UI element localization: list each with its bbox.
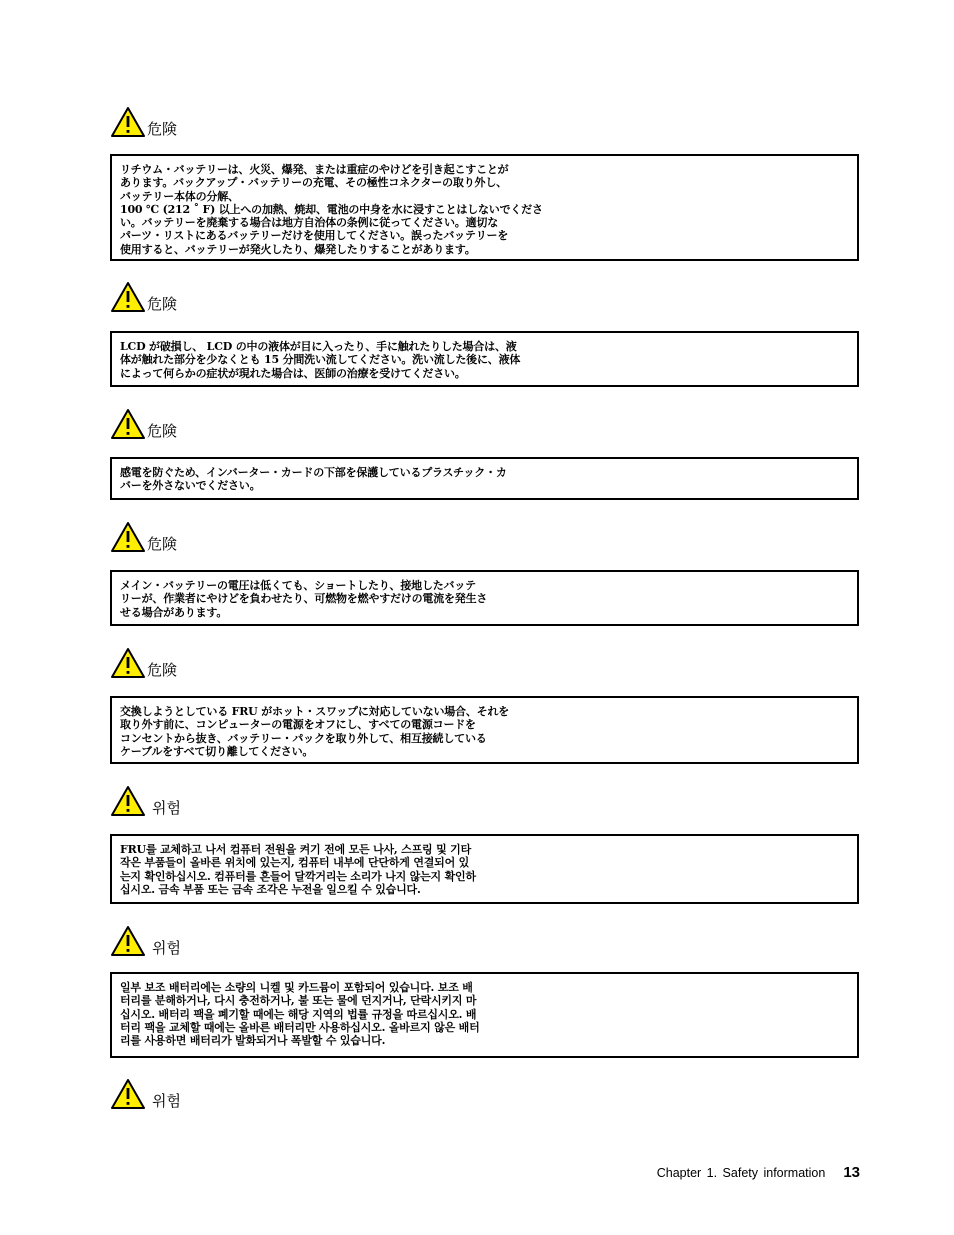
heading-text: 危険 [147,422,178,440]
notice-box [110,154,859,261]
footer-chapter: Chapter 1. Safety information [656,1166,826,1180]
danger-heading [110,102,177,138]
notice-line: によって何らかの症状が現れた場合は、医師の治療を受けてください。 [120,366,466,380]
danger-heading [110,517,177,553]
warning-triangle-icon [110,106,146,138]
danger-heading [110,1074,181,1110]
danger-heading [110,921,181,957]
heading-text: 危険 [147,661,178,679]
warning-triangle-icon [110,408,146,440]
notice-line: 터리 팩을 교체할 때에는 올바른 배터리만 사용하십시오. 올바르지 않은 배터 [120,1020,480,1034]
danger-heading [110,643,177,679]
warning-triangle-icon [110,521,146,553]
notice-line: 取り外す前に、コンピューターの電源をオフにし、すべての電源コードを [120,718,476,732]
heading-text: 위험 [152,939,181,957]
notice-line: リチウム・バッテリーは、火災、爆発、または重症のやけどを引き起こすことが [120,163,509,176]
notice-line: 100 ℃ (212 ˚ F) 以上への加熱、焼却、電池の中身を水に浸すことはしないでくださ [120,202,543,216]
notice-box [110,457,859,500]
heading-text: 危険 [147,535,178,553]
danger-heading [110,277,177,313]
notice-line: パーツ・リストにあるバッテリーだけを使用してください。誤ったバッテリーを [120,229,509,243]
notice-line: リーが、作業者にやけどを負わせたり、可燃物を燃やすだけの電流を発生さ [120,592,488,606]
heading-text: 危険 [147,295,178,313]
notice-line: バーを外さないでください。 [120,479,261,493]
heading-text: 危険 [147,120,178,138]
notice-line: 는지 확인하십시오. 컴퓨터를 흔들어 달깍거리는 소리가 나지 않는지 확인하 [120,869,476,883]
heading-text: 위험 [152,1092,181,1110]
notice-line: 일부 보조 배터리에는 소량의 니켈 및 카드뮴이 포함되어 있습니다. 보조 배 [120,981,473,994]
notice-box [110,834,859,904]
notice-line: LCD が破損し、 LCD の中の液体が目に入ったり、手に触れたりした場合は、液 [120,340,517,353]
danger-heading [110,781,181,817]
warning-triangle-icon [110,281,146,313]
notice-box [110,972,859,1058]
warning-triangle-icon [110,925,146,957]
notice-line: 십시오. 배터리 팩을 폐기할 때에는 해당 지역의 법률 규정을 따르십시오. 배 [120,1007,477,1021]
notice-line: 使用すると、バッテリーが発火したり、爆発したりすることがあります。 [120,242,476,256]
notice-box [110,696,859,764]
warning-triangle-icon [110,785,146,817]
notice-line: 交換しようとしている FRU がホット・スワップに対応していない場合、それを [120,705,510,718]
warning-triangle-icon [110,647,146,679]
notice-line: せる場合があります。 [120,605,228,619]
notice-box [110,331,859,387]
warning-triangle-icon [110,1078,146,1110]
notice-line: 体が触れた部分を少なくとも 15 分間洗い流してください。洗い流した後に、液体 [120,353,521,367]
page-footer [657,1164,860,1181]
notice-line: コンセントから抜き、バッテリー・パックを取り外して、相互接続している [120,731,487,745]
page-number: 13 [843,1164,860,1181]
notice-line: 터리를 분해하거나, 다시 충전하거나, 불 또는 물에 던지거나, 단락시키지 마 [120,994,477,1008]
notice-line: バッテリー本体の分解、 [120,189,239,203]
notice-line: 感電を防ぐため、インバーター・カードの下部を保護しているプラスチック・カ [120,466,507,479]
notice-line: 십시오. 금속 부품 또는 금속 조각은 누전을 일으킬 수 있습니다. [120,882,421,896]
notice-line: 작은 부품들이 올바른 위치에 있는지, 컴퓨터 내부에 단단하게 연결되어 있 [120,856,470,870]
notice-box [110,570,859,626]
notice-line: FRU를 교체하고 나서 컴퓨터 전원을 켜기 전에 모든 나사, 스프링 및 기타 [120,843,471,856]
heading-text: 위험 [152,799,181,817]
danger-heading [110,404,177,440]
notice-line: メイン・バッテリーの電圧は低くても、ショートしたり、接地したバッテ [120,579,476,592]
notice-line: い。バッテリーを廃棄する場合は地方自治体の条例に従ってください。適切な [120,216,498,230]
notice-line: あります。バックアップ・バッテリーの充電、その極性コネクターの取り外し、 [120,176,507,190]
notice-line: ケーブルをすべて切り離してください。 [120,744,314,758]
notice-line: 리를 사용하면 배터리가 발화되거나 폭발할 수 있습니다. [120,1034,386,1048]
